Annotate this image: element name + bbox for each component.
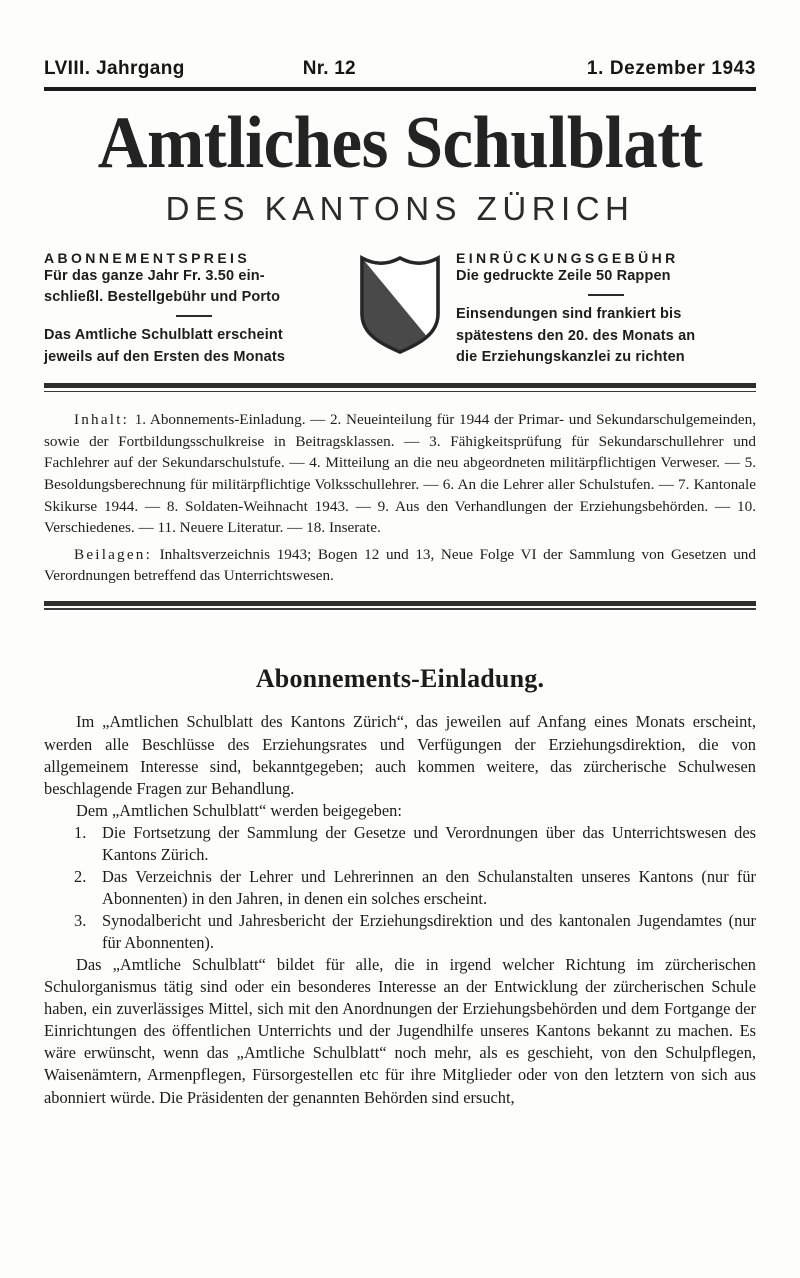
advertising-fee-block: [456, 250, 756, 370]
subscription-price-line-2: schließl. Bestellgebühr und Porto: [44, 288, 281, 305]
subscription-price-line-1: Für das ganze Jahr Fr. 3.50 ein-: [44, 267, 265, 284]
subscription-price-heading: ABONNEMENTSPREIS: [44, 249, 251, 266]
list-item: [44, 822, 756, 866]
masthead-bottom-rule: [44, 383, 756, 392]
supplement-list: [44, 822, 756, 954]
article-paragraph-3: Das „Amtliche Schulblatt“ bildet für alle, die in irgend welcher Richtung im zürcherischen Schulorganismus tätig sind oder ein besonderes Interesse an der Entwicklung der zürcherischen Schule haben, ein zuverlässiges Mittel, sich mit den Anordnungen der Erziehungsbehörden und dem Fortgange der Einrichtungen des öffentlichen Unterrichts und der Jugendhilfe unseres Kantons bekannt zu machen. Es wäre erwünscht, wenn das „Amtliche Schulblatt“ noch mehr, als es geschieht, von den Schulpflegen, Waisenämtern, Armenpflegen, Fürsorgestellen etc für ihre Mitglieder oder von den letztern von sich aus abonniert würde. Die Präsidenten der genannten Behörden sind ersucht,: [44, 955, 756, 1107]
article-paragraph-1: Im „Amtlichen Schulblatt des Kantons Zürich“, das jeweilen auf Anfang eines Monats erscheint, werden alle Beschlüsse des Erziehungsrates und Verfügungen der Erziehungsdirektion, die von allgemeinem Interesse sind, bekanntgegeben; auch kommen weitere, das zürcherische Schulwesen beschlagende Fragen zur Behandlung.: [44, 712, 756, 798]
issue-number-label: Nr. 12: [302, 58, 356, 79]
info-band: [44, 250, 756, 370]
article-title: Abonnements-Einladung.: [255, 664, 545, 694]
list-item-marker: 3.: [74, 911, 87, 930]
masthead-subtitle: DES KANTONS ZÜRICH: [165, 189, 635, 227]
issue-header: [44, 0, 756, 80]
supplements-paragraph: [44, 544, 756, 587]
supplements-label: Beilagen:: [74, 545, 152, 563]
list-item: [44, 910, 756, 954]
masthead-title: Amtliches Schulblatt: [97, 102, 703, 184]
publication-line-1: Das Amtliche Schulblatt erscheint: [44, 327, 283, 344]
info-divider-left: [176, 315, 212, 317]
list-item-marker: 2.: [74, 866, 87, 886]
issue-date-label: 1. Dezember 1943: [586, 58, 756, 79]
advertising-fee-line-1: Die gedruckte Zeile 50 Rappen: [456, 267, 671, 284]
submission-line-1: Einsendungen sind frankiert bis: [456, 305, 682, 322]
publication-line-2: jeweils auf den Ersten des Monats: [44, 349, 286, 366]
article-paragraph-2: Dem „Amtlichen Schulblatt“ werden beigegeben:: [76, 800, 402, 820]
contents-bottom-rule: [44, 601, 756, 610]
info-divider-right: [588, 294, 624, 296]
contents-text: 1. Abonnements-Einladung. — 2. Neueinteilung für 1944 der Primar- und Sekundarschulgemeinden, sowie der Fortbildungsschulkreise in Beitragsklassen. — 3. Fähigkeitsprüfung für Sekundarschullehrer und Fachlehrer auf der Sekundarschulstufe. — 4. Mitteilung an die neu abgeordneten militärpflichtigen Verweser. — 5. Besoldungsberechnung für militärpflichtige Volksschullehrer. — 6. An die Lehrer aller Schulstufen. — 7. Kantonale Skikurse 1944. — 8. Soldaten-Weihnacht 1943. — 9. Aus den Verhandlungen der Erziehungsbehörden. — 10. Verschiedenes. — 11. Neuere Literatur. — 18. Inserate.: [44, 411, 756, 537]
subscription-price-block: [44, 250, 344, 369]
table-of-contents: [44, 409, 756, 587]
contents-label: Inhalt:: [74, 411, 130, 429]
list-item-text: Synodalbericht und Jahresbericht der Erziehungsdirektion und des kantonalen Jugendamtes (nur für Abonnenten).: [102, 911, 756, 953]
list-item-text: Die Fortsetzung der Sammlung der Gesetze und Verordnungen über das Unterrichtswesen des Kantons Zürich.: [102, 822, 756, 864]
coat-of-arms-icon: [357, 252, 443, 356]
list-item: [44, 866, 756, 910]
volume-label: LVIII. Jahrgang: [44, 58, 185, 79]
list-item-text: Das Verzeichnis der Lehrer und Lehrerinnen an den Schulanstalten unseres Kantons (nur für Abonnenten) in den Jahren, in denen ein solches erscheint.: [102, 866, 756, 908]
list-item-marker: 1.: [74, 822, 87, 842]
contents-paragraph: [44, 409, 756, 538]
supplements-text: Inhaltsverzeichnis 1943; Bogen 12 und 13, Neue Folge VI der Sammlung von Gesetzen und Verordnungen betreffend das Unterrichtswesen.: [44, 545, 756, 585]
advertising-fee-heading: EINRÜCKUNGSGEBÜHR: [456, 249, 679, 266]
submission-line-2: spätestens den 20. des Monats an: [456, 327, 696, 344]
submission-line-3: die Erziehungskanzlei zu richten: [456, 349, 685, 366]
header-rule: [44, 87, 756, 91]
article-body: [44, 711, 756, 1108]
